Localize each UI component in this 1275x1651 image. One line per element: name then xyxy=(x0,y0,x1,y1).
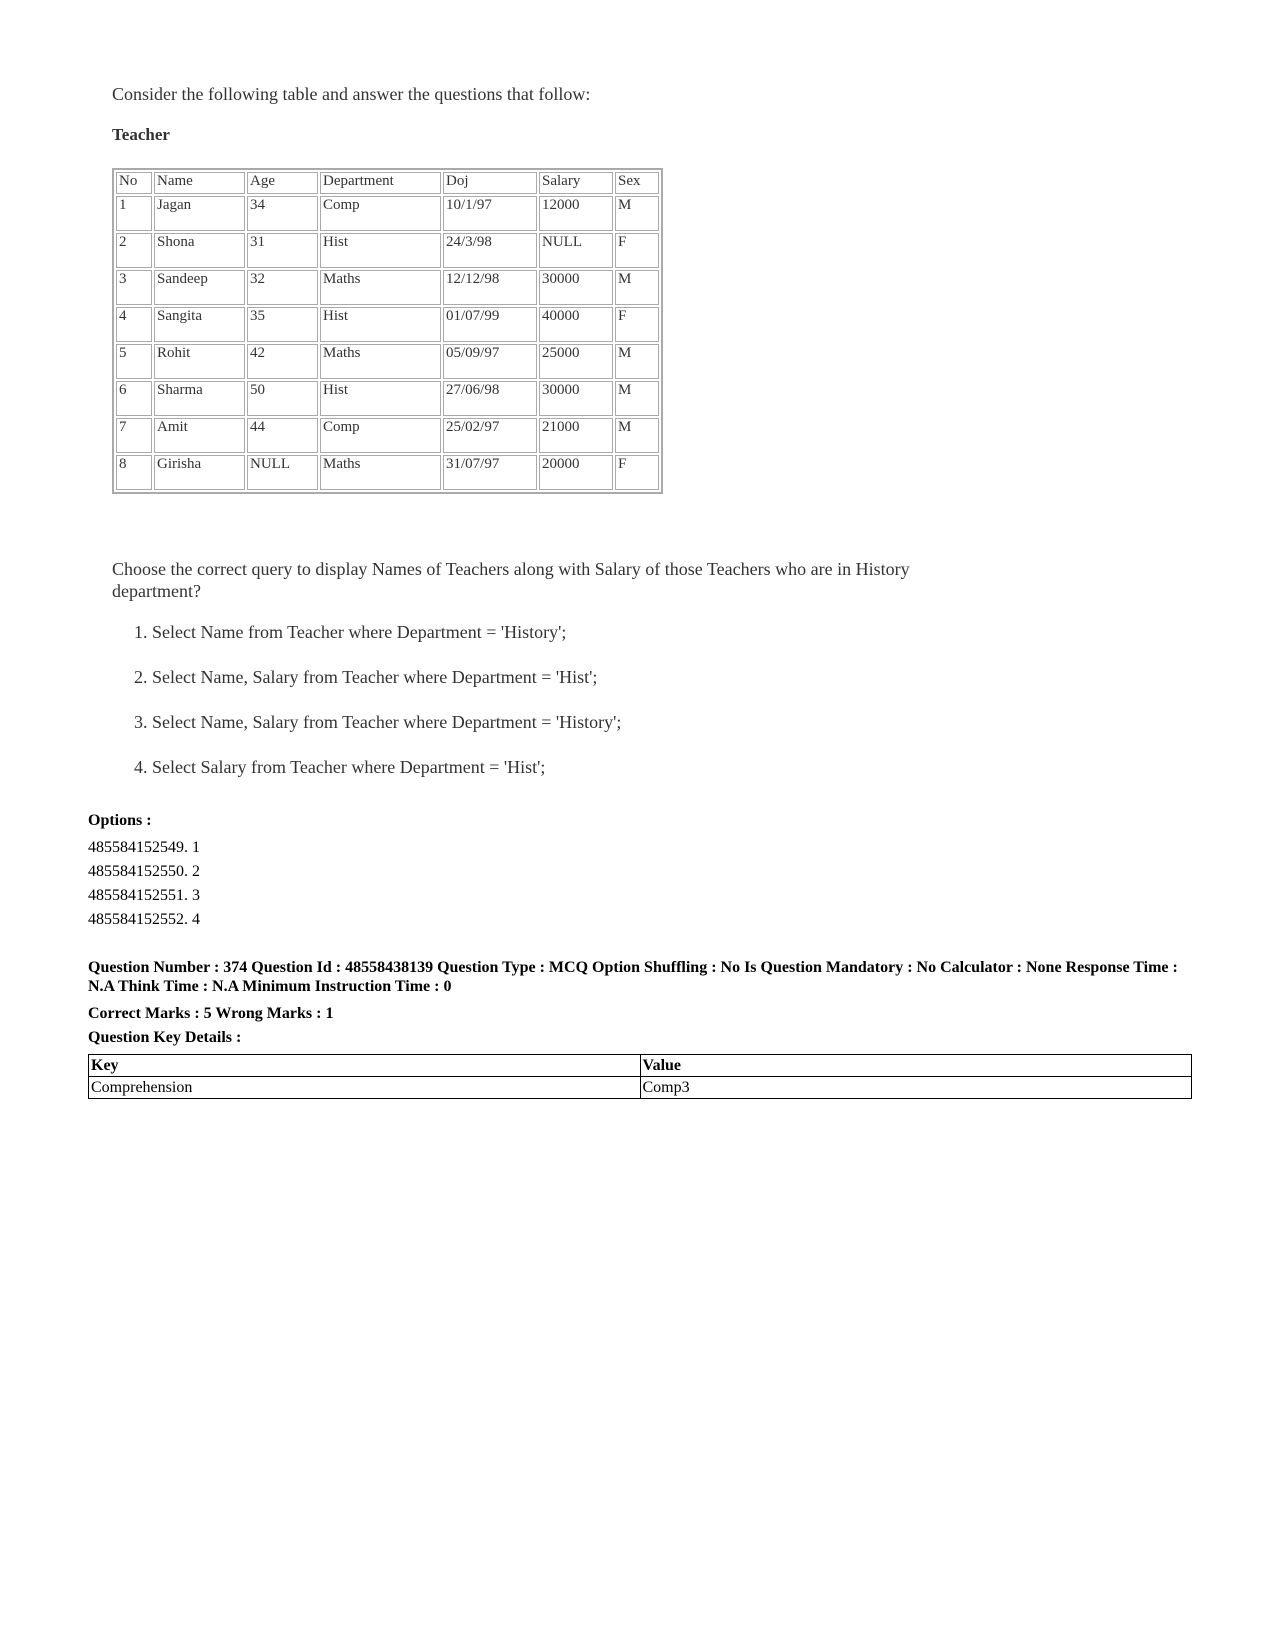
table-cell: Shona xyxy=(154,233,245,268)
table-cell: 01/07/99 xyxy=(443,307,537,342)
teacher-table-header xyxy=(116,172,659,194)
table-row xyxy=(116,196,659,231)
table-cell: 50 xyxy=(247,381,318,416)
table-row xyxy=(89,1077,1192,1099)
header-cell: Sex xyxy=(615,172,659,194)
option-item: 485584152551. 3 xyxy=(88,887,200,904)
table-row xyxy=(116,344,659,379)
table-row xyxy=(116,455,659,490)
table-cell: 42 xyxy=(247,344,318,379)
choice-item: 3. Select Name, Salary from Teacher where Department = 'History'; xyxy=(134,712,622,732)
table-cell: 10/1/97 xyxy=(443,196,537,231)
header-cell: Value xyxy=(640,1055,1192,1077)
table-cell: 30000 xyxy=(539,270,613,305)
table-cell: 44 xyxy=(247,418,318,453)
table-cell: M xyxy=(615,196,659,231)
header-cell: Name xyxy=(154,172,245,194)
table-cell: 6 xyxy=(116,381,152,416)
header-cell: Department xyxy=(320,172,441,194)
table-cell: 2 xyxy=(116,233,152,268)
teacher-table xyxy=(112,168,663,494)
option-item: 485584152552. 4 xyxy=(88,911,200,928)
choice-list xyxy=(134,622,621,802)
table-cell: Sangita xyxy=(154,307,245,342)
option-item: 485584152550. 2 xyxy=(88,863,200,880)
choice-item: 4. Select Salary from Teacher where Department = 'Hist'; xyxy=(134,757,546,777)
table-cell: 5 xyxy=(116,344,152,379)
table-cell: 30000 xyxy=(539,381,613,416)
table-cell: 20000 xyxy=(539,455,613,490)
table-cell: M xyxy=(615,270,659,305)
table-cell: NULL xyxy=(539,233,613,268)
table-cell: 21000 xyxy=(539,418,613,453)
table-cell: 31/07/97 xyxy=(443,455,537,490)
table-cell: F xyxy=(615,307,659,342)
table-cell: 25000 xyxy=(539,344,613,379)
marks-line: Correct Marks : 5 Wrong Marks : 1 xyxy=(88,1005,334,1022)
table-cell: 7 xyxy=(116,418,152,453)
table-cell: 32 xyxy=(247,270,318,305)
table-cell: 3 xyxy=(116,270,152,305)
table-cell: F xyxy=(615,455,659,490)
key-details-label: Question Key Details : xyxy=(88,1029,242,1046)
table-cell: Sandeep xyxy=(154,270,245,305)
table-cell: 4 xyxy=(116,307,152,342)
table-cell: M xyxy=(615,381,659,416)
question-meta: Question Number : 374 Question Id : 48558438139 Question Type : MCQ Option Shuffling : No Is Question Mandatory : No Calculator : None Response Time : N.A Think Time : N.A Minimum Instruction Time : 0 xyxy=(88,959,1178,995)
table-row xyxy=(116,270,659,305)
header-cell: Age xyxy=(247,172,318,194)
table-cell: Hist xyxy=(320,233,441,268)
table-title: Teacher xyxy=(112,125,170,144)
table-cell: Sharma xyxy=(154,381,245,416)
table-cell: 12000 xyxy=(539,196,613,231)
table-cell: 1 xyxy=(116,196,152,231)
table-cell: 35 xyxy=(247,307,318,342)
table-cell: 05/09/97 xyxy=(443,344,537,379)
option-item: 485584152549. 1 xyxy=(88,839,200,856)
table-row xyxy=(116,233,659,268)
table-cell: 25/02/97 xyxy=(443,418,537,453)
table-cell: Rohit xyxy=(154,344,245,379)
table-row xyxy=(116,418,659,453)
table-cell: M xyxy=(615,418,659,453)
choice-item: 2. Select Name, Salary from Teacher where Department = 'Hist'; xyxy=(134,667,598,687)
table-cell: Amit xyxy=(154,418,245,453)
header-cell: Key xyxy=(89,1055,641,1077)
table-cell: 8 xyxy=(116,455,152,490)
table-cell: M xyxy=(615,344,659,379)
table-cell: Jagan xyxy=(154,196,245,231)
table-cell: Hist xyxy=(320,307,441,342)
table-cell: Girisha xyxy=(154,455,245,490)
table-cell: 24/3/98 xyxy=(443,233,537,268)
key-table-header xyxy=(89,1055,1192,1077)
table-cell: 31 xyxy=(247,233,318,268)
table-cell: Maths xyxy=(320,344,441,379)
intro-text: Consider the following table and answer the questions that follow: xyxy=(112,84,591,104)
table-cell: 40000 xyxy=(539,307,613,342)
table-cell: Comp xyxy=(320,196,441,231)
key-details-table xyxy=(88,1054,1192,1099)
options-list xyxy=(88,836,200,932)
table-cell: 34 xyxy=(247,196,318,231)
table-cell: 12/12/98 xyxy=(443,270,537,305)
table-row xyxy=(116,307,659,342)
table-cell: F xyxy=(615,233,659,268)
options-label: Options : xyxy=(88,812,152,829)
table-cell: 27/06/98 xyxy=(443,381,537,416)
header-cell: Doj xyxy=(443,172,537,194)
table-cell: Maths xyxy=(320,270,441,305)
header-cell: Salary xyxy=(539,172,613,194)
choice-item: 1. Select Name from Teacher where Department = 'History'; xyxy=(134,622,567,642)
header-cell: No xyxy=(116,172,152,194)
table-row xyxy=(116,381,659,416)
table-cell: Comp xyxy=(320,418,441,453)
table-cell: Maths xyxy=(320,455,441,490)
question-text: Choose the correct query to display Names of Teachers along with Salary of those Teachers who are in History department? xyxy=(112,559,910,601)
table-cell: Comp3 xyxy=(640,1077,1192,1099)
table-cell: Comprehension xyxy=(89,1077,641,1099)
table-cell: Hist xyxy=(320,381,441,416)
table-cell: NULL xyxy=(247,455,318,490)
